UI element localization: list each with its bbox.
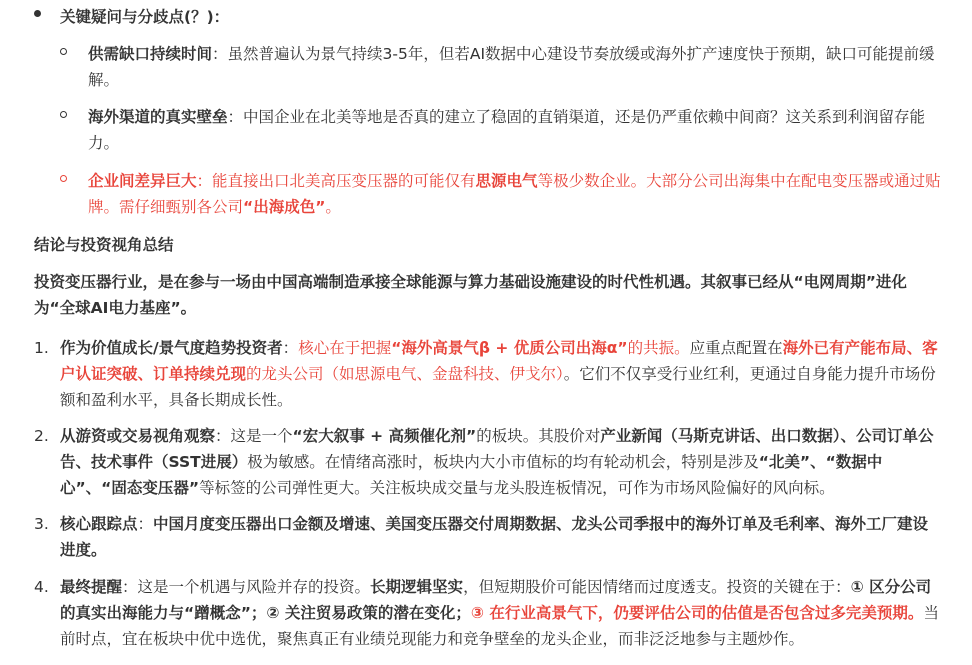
list-number: 2. xyxy=(34,427,49,445)
bullet-dot xyxy=(34,10,41,17)
list-number: 1. xyxy=(34,339,49,357)
list-item-tracking-points: 核心跟踪点：中国月度变压器出口金额及增速、美国变压器交付周期数据、龙头公司季报中的海外订单及毛利率、海外工厂建设进度。 xyxy=(60,515,929,559)
sub-bullet-circle xyxy=(60,111,67,118)
list-item-final-reminder: 最终提醒：这是一个机遇与风险并存的投资。长期逻辑坚实，但短期股价可能因情绪而过度透支。投资的关键在于：① 区分公司的真实出海能力与“蹭概念”；② 关注贸易政策的潜在变化；③ 在行业高景气下，仍要评估公司的估值是否包含过多完美预期。当前时点，宜在板块中优中选优，聚焦真正有业绩兑现能力和竞争壁垒的龙头企业，而非泛泛地参与主题炒作。 xyxy=(60,578,939,648)
sub-item-supply-gap: 供需缺口持续时间：虽然普遍认为景气持续3-5年，但若AI数据中心建设节奏放缓或海外扩产速度快于预期，缺口可能提前缓解。 xyxy=(88,45,935,89)
list-number: 4. xyxy=(34,578,49,596)
section-title: 关键疑问与分歧点(？)： xyxy=(60,8,230,26)
sub-bullet-circle xyxy=(60,175,67,182)
sub-bullet-circle xyxy=(60,48,67,55)
list-item-trading-view: 从游资或交易视角观察：这是一个“宏大叙事 + 高频催化剂”的板块。其股价对产业新闻（马斯克讲话、出口数据）、公司订单公告、技术事件（SST进展）极为敏感。在情绪高涨时，板块内大小市值标的均有轮动机会，特别是涉及“北美”、“数据中心”、“固态变压器”等标签的公司弹性更大。关注板块成交量与龙头股连板情况，可作为市场风险偏好的风向标。 xyxy=(60,427,934,497)
summary-paragraph: 投资变压器行业，是在参与一场由中国高端制造承接全球能源与算力基础设施建设的时代性机遇。其叙事已经从“电网周期”进化为“全球AI电力基座”。 xyxy=(34,273,907,317)
list-item-growth-investor: 作为价值成长/景气度趋势投资者：核心在于把握“海外高景气β + 优质公司出海α”的共振。应重点配置在海外已有产能布局、客户认证突破、订单持续兑现的龙头公司（如思源电气、金盘科技、伊戈尔）。它们不仅享受行业红利，更通过自身能力提升市场份额和盈利水平，具备长期成长性。 xyxy=(60,339,938,409)
sub-item-company-differences: 企业间差异巨大：能直接出口北美高压变压器的可能仅有思源电气等极少数企业。大部分公司出海集中在配电变压器或通过贴牌。需仔细甄别各公司“出海成色”。 xyxy=(88,172,941,216)
sub-item-overseas-channel: 海外渠道的真实壁垒：中国企业在北美等地是否真的建立了稳固的直销渠道，还是仍严重依赖中间商？这关系到利润留存能力。 xyxy=(88,108,926,152)
conclusion-heading: 结论与投资视角总结 xyxy=(34,236,174,254)
list-number: 3. xyxy=(34,515,49,533)
